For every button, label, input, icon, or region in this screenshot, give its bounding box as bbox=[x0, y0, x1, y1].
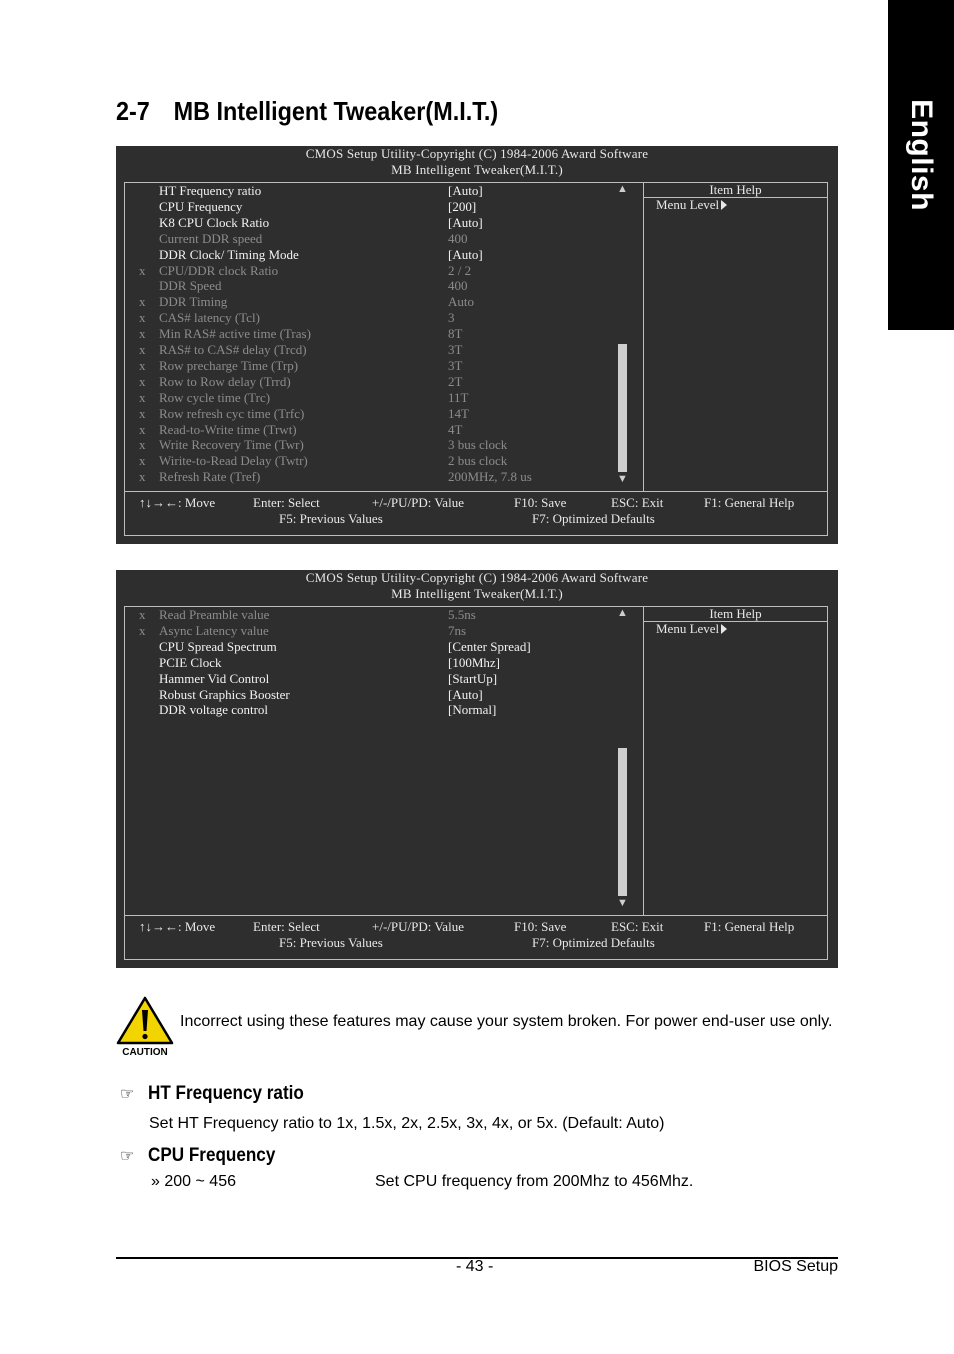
menu-item-value: [Center Spread] bbox=[448, 638, 531, 654]
bios-menu-item[interactable] bbox=[125, 623, 605, 639]
item-help-title: Item Help bbox=[644, 183, 827, 198]
bios-menu-item[interactable] bbox=[125, 607, 605, 623]
pointing-hand-icon: ☞ bbox=[120, 1086, 135, 1103]
section-title bbox=[116, 96, 498, 127]
menu-item-value: 2 bus clock bbox=[448, 453, 508, 469]
bios-menu-item[interactable] bbox=[125, 469, 605, 485]
caution-triangle-icon bbox=[116, 996, 174, 1058]
footer-optimized: F7: Optimized Defaults bbox=[532, 511, 655, 526]
option-description: Set CPU frequency from 200Mhz to 456Mhz. bbox=[375, 1173, 694, 1190]
section-number: 2-7 bbox=[116, 96, 150, 126]
footer-move: ↑↓→←: Move bbox=[139, 919, 216, 934]
menu-item-value: [Normal] bbox=[448, 702, 497, 718]
help-item-title: CPU Frequency bbox=[148, 1145, 276, 1166]
menu-item-value: 7ns bbox=[448, 622, 467, 638]
section-title-text: MB Intelligent Tweaker(M.I.T.) bbox=[173, 96, 499, 126]
disabled-marker: x bbox=[139, 405, 146, 421]
scroll-down-icon[interactable]: ▼ bbox=[617, 897, 628, 909]
disabled-marker: x bbox=[139, 389, 146, 405]
bios-menu-item[interactable] bbox=[125, 422, 605, 438]
bios-menu-item[interactable] bbox=[125, 671, 605, 687]
double-chevron-icon: » bbox=[151, 1173, 160, 1190]
help-item-heading bbox=[120, 1083, 321, 1105]
menu-item-value: 8T bbox=[448, 326, 463, 342]
menu-item-label: Read Preamble value bbox=[159, 607, 270, 622]
bios-menu-item[interactable] bbox=[125, 639, 605, 655]
bios-menu-item[interactable] bbox=[125, 247, 605, 263]
footer-section-name: BIOS Setup bbox=[753, 1258, 838, 1275]
bios-menu-item[interactable] bbox=[125, 406, 605, 422]
bios-menu-item[interactable] bbox=[125, 655, 605, 671]
menu-item-label: CAS# latency (Tcl) bbox=[159, 310, 260, 326]
menu-item-value: [200] bbox=[448, 198, 477, 214]
bios-menu-item[interactable] bbox=[125, 437, 605, 453]
footer-enter: Enter: Select bbox=[253, 919, 320, 934]
help-divider bbox=[643, 607, 644, 915]
menu-item-label: Wirite-to-Read Delay (Twtr) bbox=[159, 453, 308, 469]
footer-enter: Enter: Select bbox=[253, 495, 320, 510]
bios-menu-item[interactable] bbox=[125, 294, 605, 310]
frame-divider bbox=[125, 915, 827, 916]
bios-header-copyright: CMOS Setup Utility-Copyright (C) 1984-2006 Award Software bbox=[305, 146, 649, 161]
bios-menu-item[interactable] bbox=[125, 702, 605, 718]
menu-item-value: 3T bbox=[448, 357, 463, 373]
footer-help: F1: General Help bbox=[704, 495, 795, 510]
menu-item-label: Read-to-Write time (Trwt) bbox=[159, 421, 297, 437]
scrollbar-gap bbox=[618, 194, 627, 344]
menu-item-label: HT Frequency ratio bbox=[159, 183, 262, 198]
scrollbar-track[interactable] bbox=[618, 194, 627, 472]
bios-screen-1 bbox=[116, 146, 838, 544]
scrollbar-track[interactable] bbox=[618, 618, 627, 896]
help-item-heading bbox=[120, 1145, 289, 1167]
disabled-marker: x bbox=[139, 262, 146, 278]
menu-level-text: Menu Level bbox=[656, 197, 720, 212]
menu-item-label: Robust Graphics Booster bbox=[159, 686, 290, 702]
disabled-marker: x bbox=[139, 453, 146, 469]
menu-item-label: RAS# to CAS# delay (Trcd) bbox=[159, 342, 307, 357]
menu-item-label: CPU/DDR clock Ratio bbox=[159, 262, 279, 278]
page-number: - 43 - bbox=[456, 1258, 494, 1275]
menu-item-label: Async Latency value bbox=[159, 622, 269, 638]
menu-item-label: CPU Frequency bbox=[159, 198, 243, 214]
disabled-marker: x bbox=[139, 357, 146, 373]
menu-level-text: Menu Level bbox=[656, 621, 720, 636]
bios-header-copyright: CMOS Setup Utility-Copyright (C) 1984-2006 Award Software bbox=[305, 570, 649, 585]
bios-menu-item[interactable] bbox=[125, 263, 605, 279]
disabled-marker: x bbox=[139, 342, 146, 357]
footer-value: +/-/PU/PD: Value bbox=[372, 919, 464, 934]
menu-item-value: 2 / 2 bbox=[448, 262, 472, 278]
bios-menu-item[interactable] bbox=[125, 687, 605, 703]
footer-save: F10: Save bbox=[514, 495, 567, 510]
menu-item-value: 11T bbox=[448, 389, 469, 405]
help-item-description: Set HT Frequency ratio to 1x, 1.5x, 2x, 2.5x, 3x, 4x, or 5x. (Default: Auto) bbox=[149, 1115, 665, 1132]
footer-optimized: F7: Optimized Defaults bbox=[532, 935, 655, 950]
menu-item-value: [Auto] bbox=[448, 686, 483, 702]
footer-previous: F5: Previous Values bbox=[279, 511, 383, 526]
caution-label: CAUTION bbox=[122, 1047, 168, 1058]
menu-item-label: Row to Row delay (Trrd) bbox=[159, 373, 291, 389]
menu-item-label: Row refresh cyc time (Trfc) bbox=[159, 405, 305, 421]
disabled-marker: x bbox=[139, 421, 146, 437]
caution-text: Incorrect using these features may cause your system broken. For power end-user use only. bbox=[180, 1013, 833, 1030]
menu-item-value: 200MHz, 7.8 us bbox=[448, 469, 532, 485]
bios-header-title: MB Intelligent Tweaker(M.I.T.) bbox=[391, 162, 563, 177]
menu-item-label: DDR Timing bbox=[159, 294, 228, 310]
bios-menu-item[interactable] bbox=[125, 231, 605, 247]
help-item-title: HT Frequency ratio bbox=[148, 1083, 304, 1104]
bios-menu-item[interactable] bbox=[125, 358, 605, 374]
menu-item-label: CPU Spread Spectrum bbox=[159, 638, 277, 654]
menu-item-label: DDR voltage control bbox=[159, 702, 269, 718]
menu-item-label: DDR Clock/ Timing Mode bbox=[159, 246, 299, 262]
item-help-title: Item Help bbox=[644, 607, 827, 622]
menu-level-arrow-icon bbox=[721, 200, 727, 210]
menu-item-value: 4T bbox=[448, 421, 463, 437]
menu-item-label: Refresh Rate (Tref) bbox=[159, 469, 261, 485]
bios-frame bbox=[124, 606, 828, 960]
bios-menu-item[interactable] bbox=[125, 326, 605, 342]
bios-menu-item[interactable] bbox=[125, 199, 605, 215]
footer-help: F1: General Help bbox=[704, 919, 795, 934]
menu-item-value: 400 bbox=[448, 230, 468, 246]
menu-item-value: 3 bus clock bbox=[448, 437, 508, 453]
bios-menu-item[interactable] bbox=[125, 278, 605, 294]
bios-menu-item[interactable] bbox=[125, 183, 605, 199]
menu-item-label: K8 CPU Clock Ratio bbox=[159, 214, 270, 230]
menu-item-label: DDR Speed bbox=[159, 278, 222, 294]
bios-menu-item[interactable] bbox=[125, 310, 605, 326]
disabled-marker: x bbox=[139, 310, 146, 326]
frame-divider bbox=[125, 491, 827, 492]
menu-item-label: Hammer Vid Control bbox=[159, 670, 270, 686]
footer-value: +/-/PU/PD: Value bbox=[372, 495, 464, 510]
menu-item-label: PCIE Clock bbox=[159, 654, 222, 670]
bios-menu-item[interactable] bbox=[125, 453, 605, 469]
menu-item-value: [100Mhz] bbox=[448, 654, 500, 670]
scrollbar-gap bbox=[618, 618, 627, 748]
footer-exit: ESC: Exit bbox=[611, 495, 664, 510]
menu-item-label: Current DDR speed bbox=[159, 230, 263, 246]
scroll-up-icon[interactable]: ▲ bbox=[617, 183, 628, 195]
language-tab-label: English bbox=[905, 99, 938, 211]
bios-menu-item[interactable] bbox=[125, 342, 605, 358]
bios-menu-item[interactable] bbox=[125, 390, 605, 406]
help-divider bbox=[643, 183, 644, 491]
disabled-marker: x bbox=[139, 294, 146, 310]
menu-item-value: [Auto] bbox=[448, 214, 483, 230]
menu-item-label: Min RAS# active time (Tras) bbox=[159, 326, 311, 342]
menu-item-value: Auto bbox=[448, 294, 474, 310]
bios-menu-item[interactable] bbox=[125, 374, 605, 390]
menu-item-value: [StartUp] bbox=[448, 670, 498, 686]
disabled-marker: x bbox=[139, 469, 146, 485]
menu-item-label: Write Recovery Time (Twr) bbox=[159, 437, 304, 453]
footer-move: ↑↓→←: Move bbox=[139, 495, 216, 510]
menu-item-value: 400 bbox=[448, 278, 468, 294]
bios-screen-2 bbox=[116, 570, 838, 968]
menu-item-value: 3T bbox=[448, 342, 463, 357]
menu-item-value: [Auto] bbox=[448, 183, 483, 198]
footer-exit: ESC: Exit bbox=[611, 919, 664, 934]
disabled-marker: x bbox=[139, 326, 146, 342]
bios-menu-item[interactable] bbox=[125, 215, 605, 231]
footer-previous: F5: Previous Values bbox=[279, 935, 383, 950]
option-range: 200 ~ 456 bbox=[164, 1173, 236, 1190]
menu-level-arrow-icon bbox=[721, 624, 727, 634]
menu-item-value: 5.5ns bbox=[448, 607, 476, 622]
disabled-marker: x bbox=[139, 437, 146, 453]
footer-save: F10: Save bbox=[514, 919, 567, 934]
disabled-marker: x bbox=[139, 622, 146, 638]
menu-item-value: [Auto] bbox=[448, 246, 483, 262]
menu-item-value: 2T bbox=[448, 373, 463, 389]
language-tab bbox=[888, 0, 954, 330]
menu-item-label: Row cycle time (Trc) bbox=[159, 389, 271, 405]
bios-header-title: MB Intelligent Tweaker(M.I.T.) bbox=[391, 586, 563, 601]
scroll-up-icon[interactable]: ▲ bbox=[617, 607, 628, 619]
scroll-down-icon[interactable]: ▼ bbox=[617, 473, 628, 485]
pointing-hand-icon: ☞ bbox=[120, 1148, 135, 1165]
item-help-body bbox=[656, 197, 727, 213]
option-value bbox=[151, 1173, 236, 1191]
bios-frame bbox=[124, 182, 828, 536]
disabled-marker: x bbox=[139, 373, 146, 389]
item-help-body bbox=[656, 621, 727, 637]
menu-item-label: Row precharge Time (Trp) bbox=[159, 357, 299, 373]
disabled-marker: x bbox=[139, 607, 146, 622]
menu-item-value: 14T bbox=[448, 405, 469, 421]
menu-item-value: 3 bbox=[448, 310, 455, 326]
